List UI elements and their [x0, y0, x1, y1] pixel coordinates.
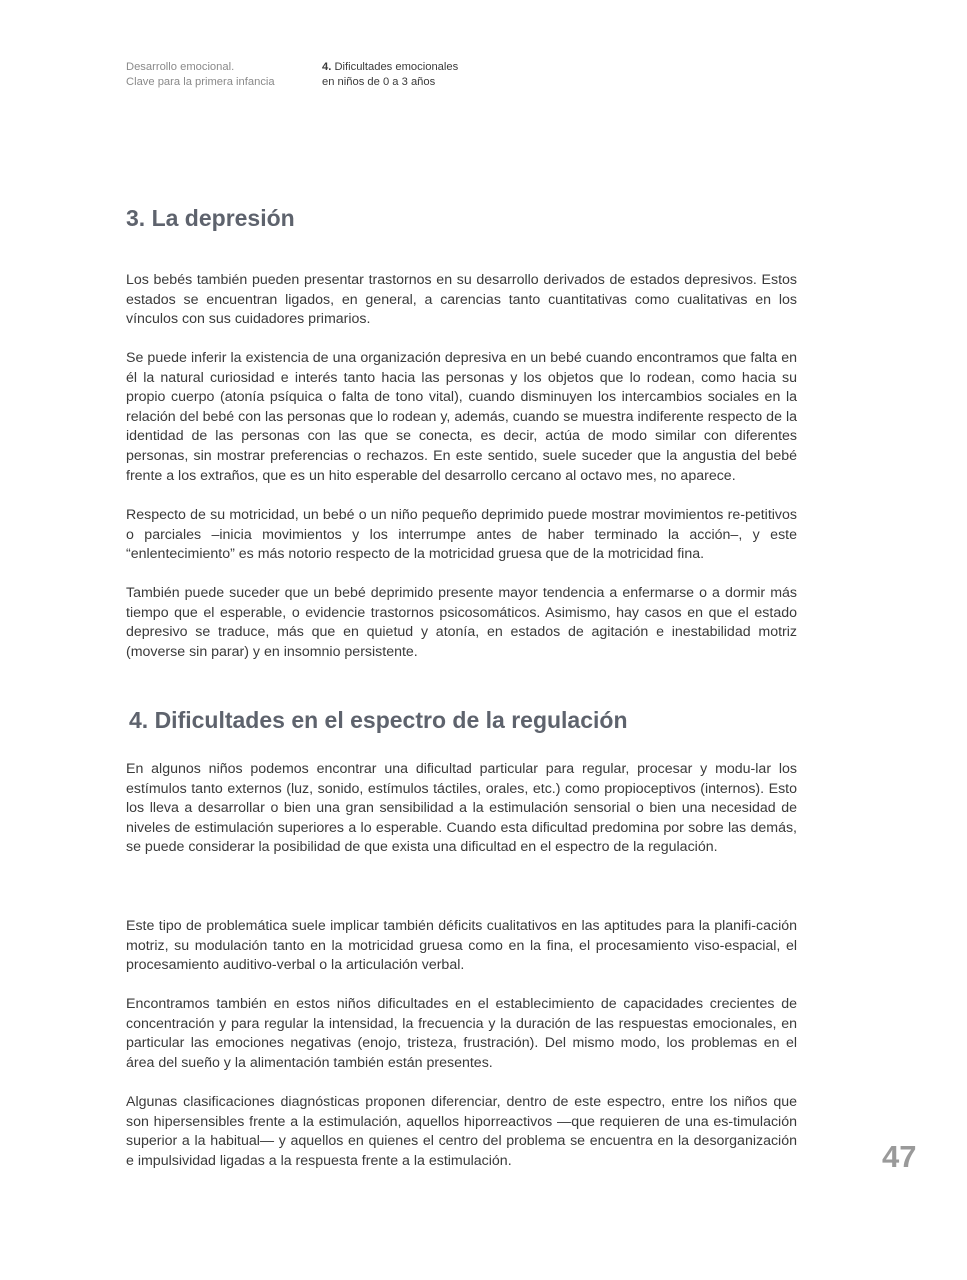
header-book-title-line2: Clave para la primera infancia: [126, 75, 275, 88]
section-3-paragraph-2: Se puede inferir la existencia de una organización depresiva en un bebé cuando encontramos que falta en él la natural curiosidad e interés tanto hacia las personas y los objetos que lo rodean, como hacia su propio cuerpo (atonía psíquica o falta de tono vital), cuando disminuyen los intercambios sociales en la relación del bebé con las personas que lo rodean y, además, cuando se muestra indiferente respecto de la identidad de las personas con las que se conecta, es decir, actúa de modo similar con diferentes personas, sin mostrar preferencias o rechazos. En este sentido, suele suceder que la angustia del bebé frente a los extraños, que es un hito esperable del desarrollo cercano al octavo mes, no aparece.: [126, 350, 797, 484]
page-number: 47: [882, 1139, 917, 1174]
header-chapter-line1: [322, 60, 458, 75]
section-4-heading: 4. Dificultades en el espectro de la regulación: [129, 707, 628, 733]
section-4-paragraph-3: Encontramos también en estos niños dificultades en el establecimiento de capacidades crecientes de concentración y para regular la intensidad, la frecuencia y la duración de las respuestas emocionales, en particular las emociones negativas (enojo, tristeza, frustración). Del mismo modo, los problemas en el área del sueño y la alimentación también están presentes.: [126, 996, 797, 1071]
header-book-title: [126, 60, 275, 89]
header-chapter-line2: en niños de 0 a 3 años: [322, 75, 436, 88]
section-3-paragraph-4: También puede suceder que un bebé deprimido presente mayor tendencia a enfermarse o a dormir más tiempo que el esperable, o evidencie trastornos psicosomáticos. Asimismo, hay casos en que el estado depresivo se traduce, más que en quietud y atonía, en estados de agitación e inestabilidad motriz (moverse sin parar) y en insomnio persistente.: [126, 585, 797, 660]
section-4-paragraph-2: Este tipo de problemática suele implicar también déficits cualitativos en las aptitudes para la planifi-cación motriz, su modulación tanto en la motricidad gruesa como en la fina, el procesamiento viso-espacial, el procesamiento auditivo-verbal o la articulación verbal.: [126, 918, 797, 974]
header-chapter-title: [322, 60, 458, 89]
section-3-paragraph-1: Los bebés también pueden presentar trastornos en su desarrollo derivados de estados depresivos. Estos estados se encuentran ligados, en general, a carencias tanto cuantitativas como cualitativas en los vínculos con sus cuidadores primarios.: [126, 272, 797, 328]
section-3-heading: 3. La depresión: [126, 205, 295, 231]
header-chapter-number: 4.: [322, 61, 332, 73]
section-3-paragraph-3: Respecto de su motricidad, un bebé o un niño pequeño deprimido puede mostrar movimientos re-petitivos o parciales –inicia movimientos y los interrumpe antes de haber terminado la acción–, y este “enlentecimiento” es más notorio respecto de la motricidad gruesa que de la motricidad fina.: [126, 507, 797, 563]
section-4-paragraph-4: Algunas clasificaciones diagnósticas proponen diferenciar, dentro de este espectro, entre los niños que son hipersensibles frente a la estimulación, aquellos hiporreactivos —que requieren de una es-timulación superior a la habitual— y aquellos en quienes el centro del problema se encuentra en la desorganización e impulsividad ligadas a la respuesta frente a la estimulación.: [126, 1094, 797, 1169]
header-book-title-line1: Desarrollo emocional.: [126, 61, 235, 73]
header-chapter-line1-text: Dificultades emocionales: [334, 61, 459, 73]
section-4-paragraph-1: En algunos niños podemos encontrar una dificultad particular para regular, procesar y modu-lar los estímulos tanto externos (luz, sonido, estímulos táctiles, orales, etc.) como propioceptivos (internos). Esto los lleva a desarrollar o bien una gran sensibilidad a la estimulación sensorial o bien una necesidad de niveles de estimulación superiores a lo esperable. Cuando esta dificultad predomina por sobre las demás, se puede considerar la posibilidad de que exista una dificultad en el espectro de la regulación.: [126, 761, 797, 856]
